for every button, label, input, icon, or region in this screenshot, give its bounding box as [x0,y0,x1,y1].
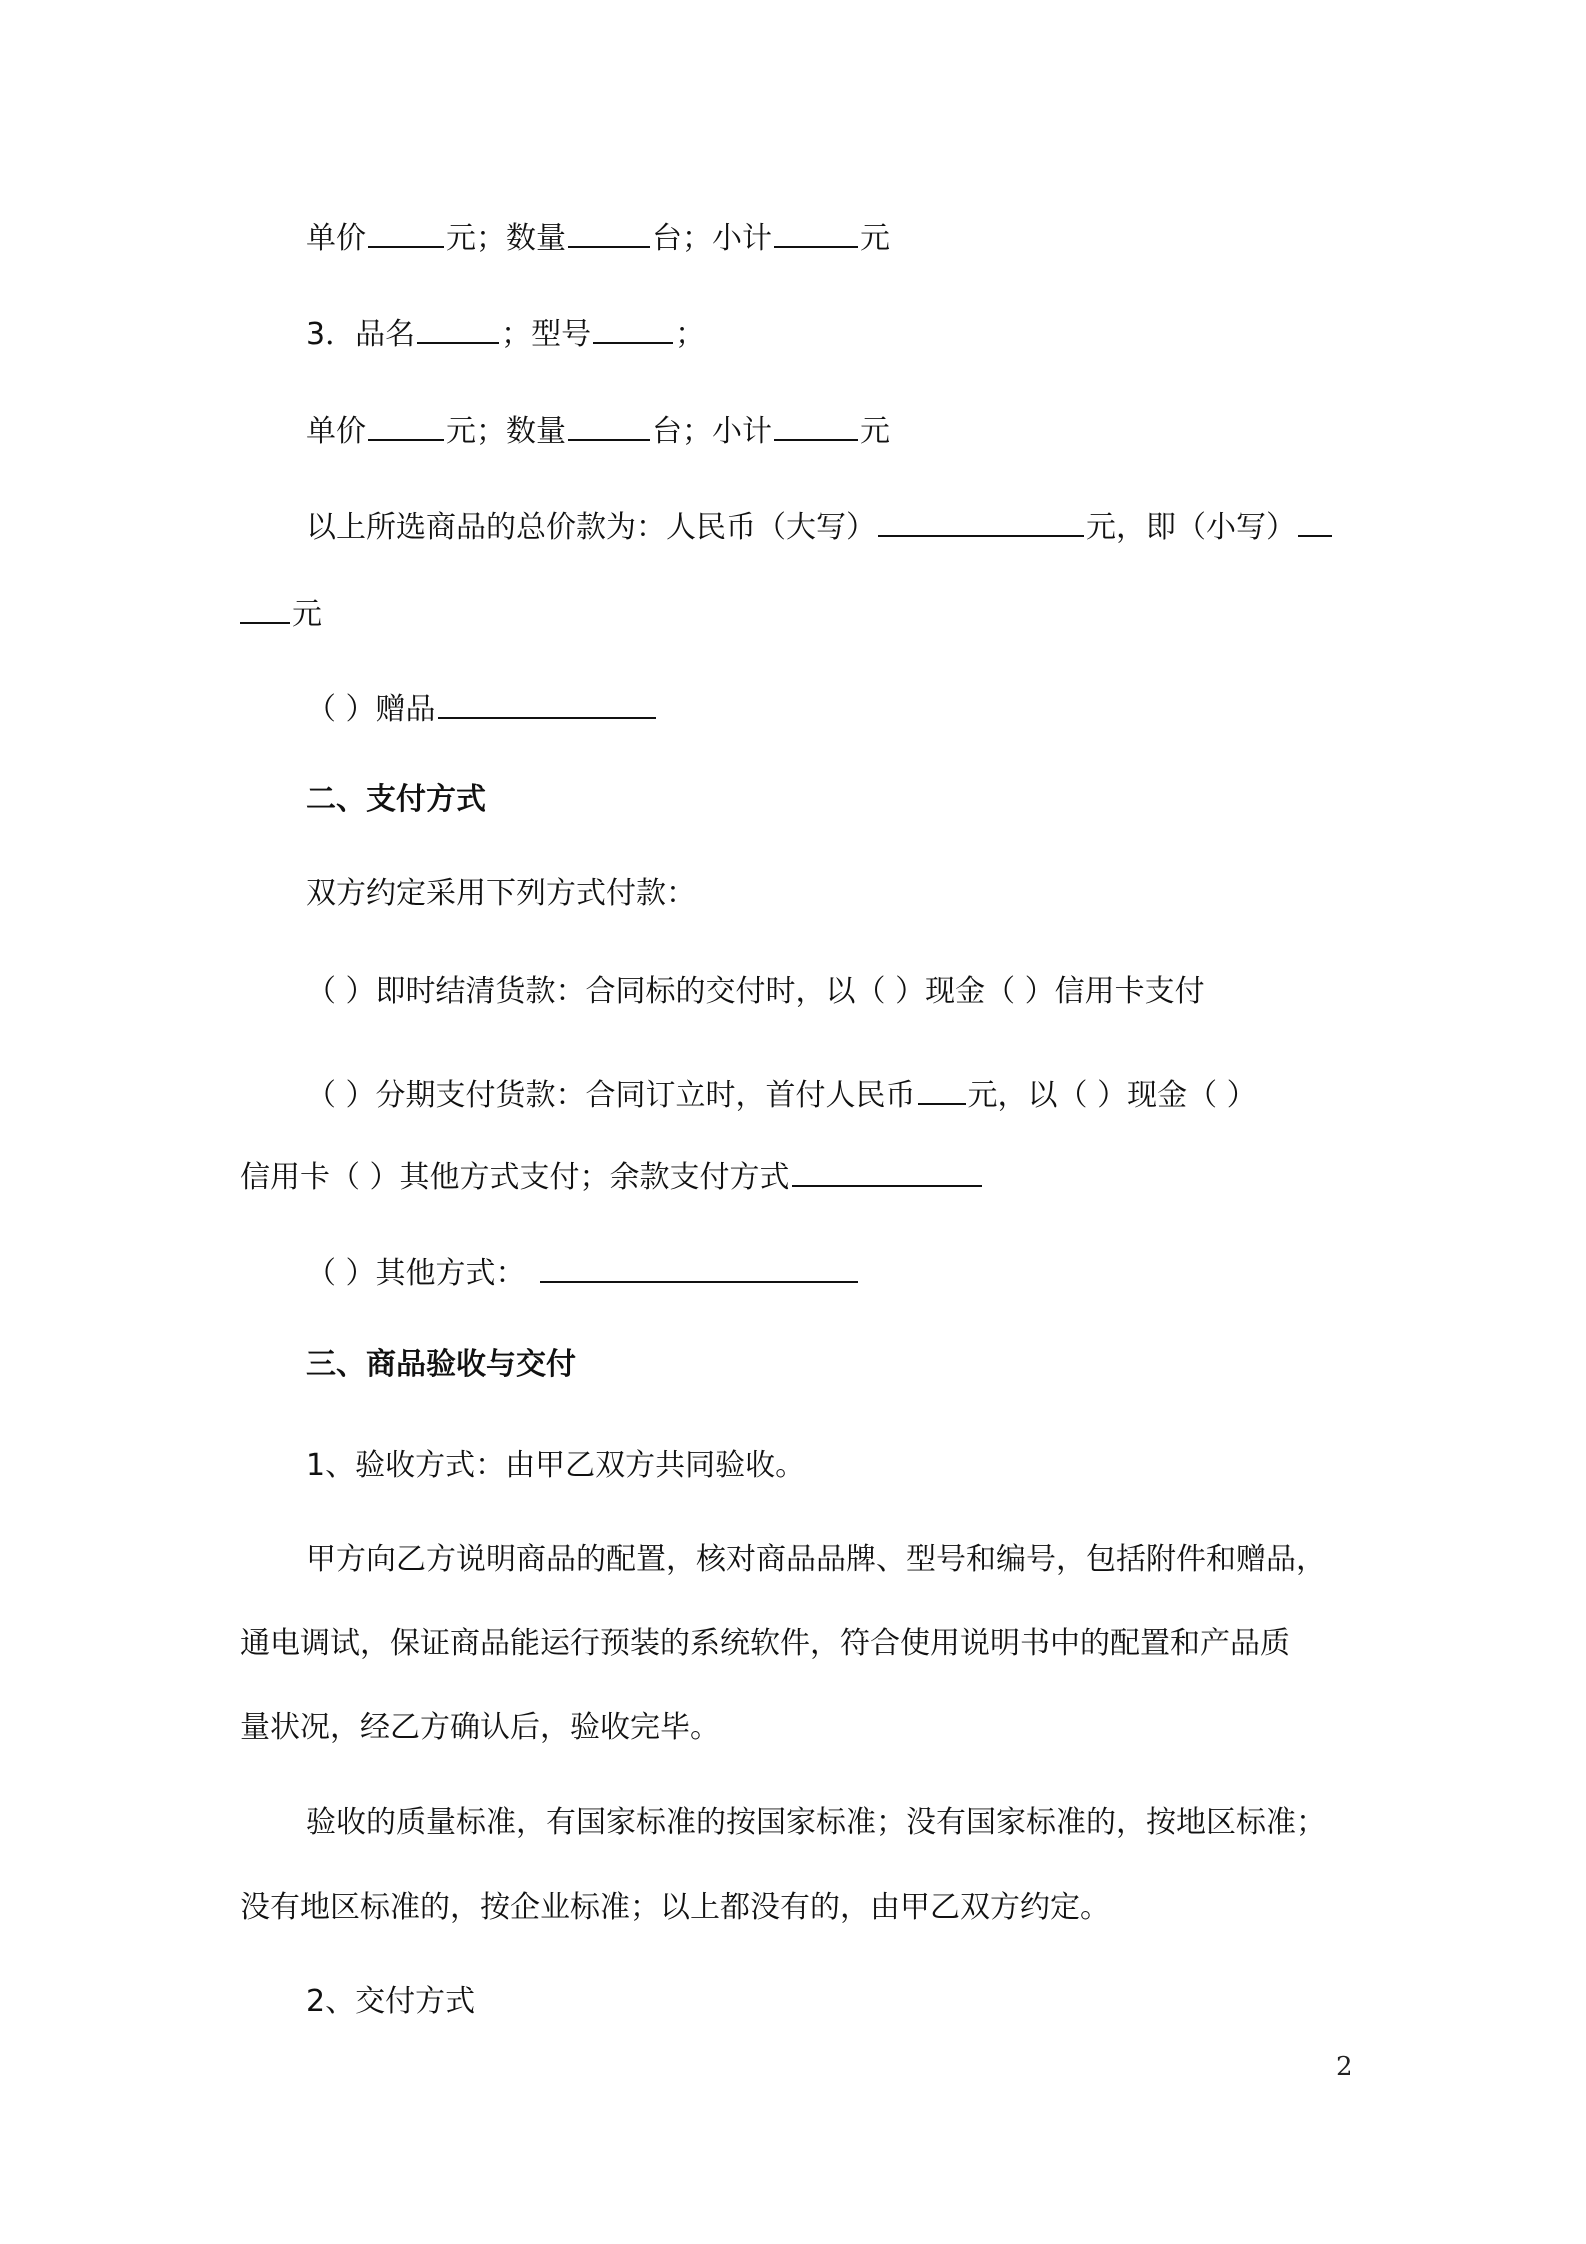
quantity-blank[interactable] [568,216,650,248]
product-name-blank[interactable] [417,312,499,344]
line-payment-immediate: （ ）即时结清货款：合同标的交付时，以（ ）现金（ ）信用卡支付 [306,974,1205,1009]
model-blank[interactable] [593,312,673,344]
line-item-3: 3．品名 ；型号 ； [306,312,705,355]
total-uppercase-blank[interactable] [878,505,1084,537]
line-unit-price-1: 单价 元；数量 台；小计 元 [306,216,890,259]
total-lowercase-blank-continued[interactable] [240,592,290,624]
unit-price-blank[interactable] [368,409,444,441]
paragraph-acceptance-line-3: 量状况，经乙方确认后，验收完毕。 [240,1710,720,1745]
line-payment-installment: （ ）分期支付货款：合同订立时，首付人民币 元，以（ ）现金（ ） [306,1073,1257,1116]
line-unit-price-3: 单价 元；数量 台；小计 元 [306,409,890,452]
other-method-blank[interactable] [540,1251,858,1283]
line-acceptance-method: 1、验收方式：由甲乙双方共同验收。 [306,1448,806,1483]
balance-method-blank[interactable] [792,1155,982,1187]
subtotal-blank[interactable] [774,409,858,441]
paragraph-acceptance-line-1: 甲方向乙方说明商品的配置，核对商品品牌、型号和编号，包括附件和赠品， [306,1542,1326,1577]
gift-blank[interactable] [438,687,656,719]
line-payment-installment-continued: 信用卡（ ）其他方式支付；余款支付方式 [240,1155,984,1198]
line-payment-intro: 双方约定采用下列方式付款： [306,876,696,911]
line-total-price: 以上所选商品的总价款为：人民币（大写） 元，即（小写） [306,505,1334,548]
line-payment-other: （ ）其他方式： [306,1251,860,1294]
line-total-continued: 元 [240,592,322,635]
section-heading-payment: 二、支付方式 [306,782,486,817]
total-lowercase-blank[interactable] [1298,505,1332,537]
subtotal-blank[interactable] [774,216,858,248]
paragraph-quality-line-2: 没有地区标准的，按企业标准；以上都没有的，由甲乙双方约定。 [240,1890,1110,1925]
line-delivery-method: 2、交付方式 [306,1984,476,2019]
down-payment-blank[interactable] [918,1073,966,1105]
page-number: 2 [1336,2052,1353,2082]
line-gift: （ ）赠品 [306,687,658,730]
paragraph-quality-line-1: 验收的质量标准，有国家标准的按国家标准；没有国家标准的，按地区标准； [306,1805,1326,1840]
quantity-blank[interactable] [568,409,650,441]
paragraph-acceptance-line-2: 通电调试，保证商品能运行预装的系统软件，符合使用说明书中的配置和产品质 [240,1626,1290,1661]
unit-price-blank[interactable] [368,216,444,248]
section-heading-acceptance: 三、商品验收与交付 [306,1347,576,1382]
